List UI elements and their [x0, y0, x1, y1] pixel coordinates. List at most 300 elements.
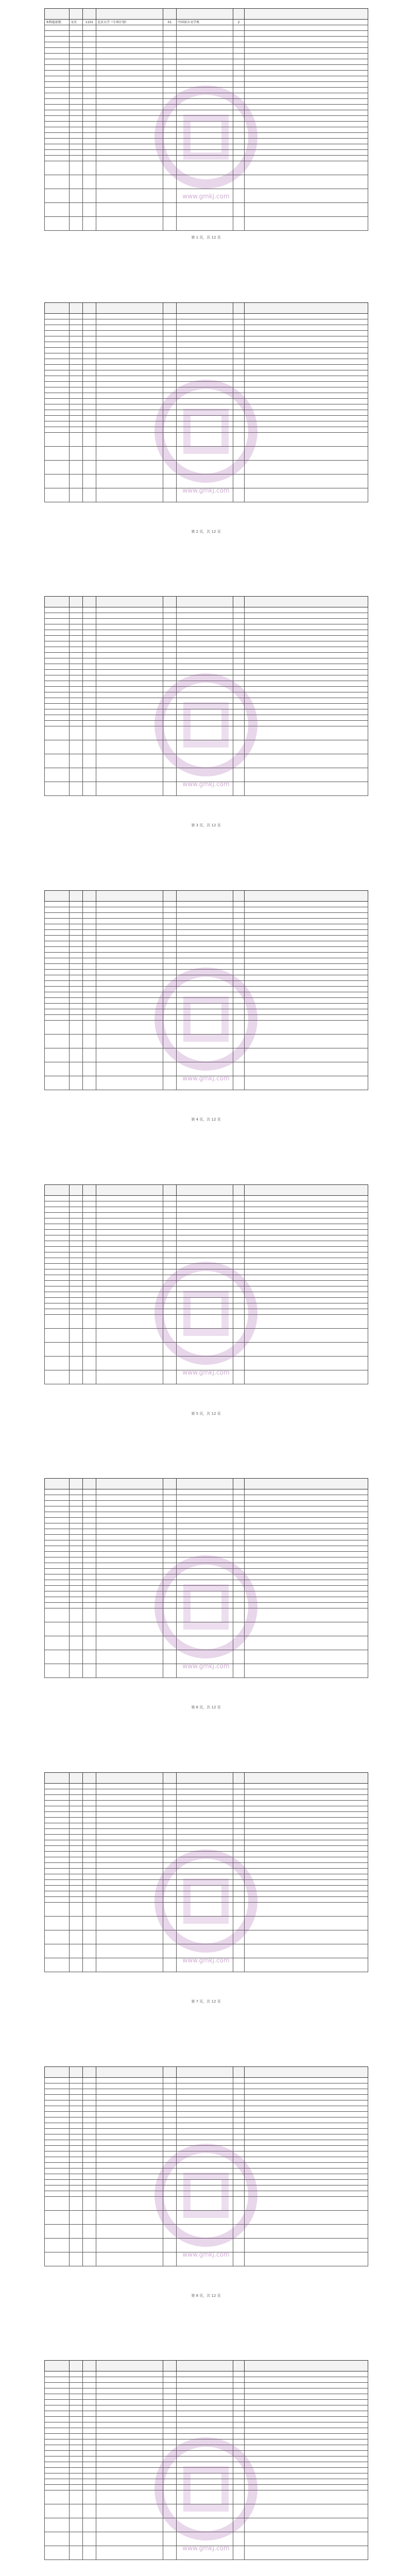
table-cell: [177, 1252, 233, 1258]
table-row: [45, 1903, 368, 1917]
table-row: [45, 936, 368, 941]
watermark-url: www.gmkj.com: [182, 2545, 230, 2552]
table-cell: [83, 2479, 96, 2485]
table-cell: [245, 2422, 368, 2428]
table-cell: [96, 2145, 163, 2151]
table-cell: [177, 613, 233, 619]
table-cell: [233, 319, 245, 325]
table-row: [45, 353, 368, 359]
table-cell: [233, 2100, 245, 2106]
table-cell: [45, 1603, 70, 1608]
table-cell: [45, 958, 70, 964]
table-cell: [163, 133, 177, 139]
table-cell: [245, 2196, 368, 2210]
table-cell: [70, 336, 83, 342]
table-cell: [83, 2106, 96, 2111]
table-cell: [70, 1580, 83, 1586]
table-row: [45, 924, 368, 930]
column-header: [163, 1773, 177, 1784]
table-row: [45, 1829, 368, 1835]
table-cell: [70, 2185, 83, 2191]
table-cell: [233, 1269, 245, 1275]
table-cell: [83, 2400, 96, 2405]
table-cell: [177, 1944, 233, 1958]
column-header: [45, 1773, 70, 1784]
table-cell: [177, 1806, 233, 1812]
table-row: [45, 2445, 368, 2451]
table-cell: [245, 37, 368, 42]
table-cell: [70, 1806, 83, 1812]
table-cell: [177, 1314, 233, 1328]
table-cell: [177, 330, 233, 336]
table-cell: [177, 2106, 233, 2111]
table-cell: [96, 754, 163, 768]
table-cell: [233, 768, 245, 782]
table-cell: [177, 2151, 233, 2157]
table-cell: [70, 2422, 83, 2428]
table-row: [45, 336, 368, 342]
table-cell: [83, 1880, 96, 1886]
table-cell: [177, 692, 233, 698]
table-cell: [245, 2077, 368, 2083]
table-row: [45, 2383, 368, 2388]
table-cell: [163, 1636, 177, 1650]
table-cell: [163, 1886, 177, 1891]
table-cell: [233, 1886, 245, 1891]
table-cell: [233, 636, 245, 641]
table-cell: [177, 2456, 233, 2462]
table-row: [45, 1622, 368, 1636]
table-cell: [177, 1608, 233, 1622]
table-cell: [245, 970, 368, 975]
table-cell: [177, 1009, 233, 1015]
table-cell: [233, 1229, 245, 1235]
table-row: [45, 1246, 368, 1252]
table-cell: [83, 1195, 96, 1201]
table-row: [45, 217, 368, 231]
table-row: [45, 992, 368, 998]
table-cell: [233, 1552, 245, 1557]
table-cell: [245, 1784, 368, 1789]
table-cell: [245, 704, 368, 709]
table-cell: [163, 82, 177, 88]
table-cell: [83, 2468, 96, 2473]
table-cell: [245, 1303, 368, 1309]
table-cell: [177, 2490, 233, 2504]
table-row: [45, 1597, 368, 1603]
table-cell: [233, 740, 245, 754]
table-cell: [96, 1495, 163, 1501]
table-cell: [70, 1650, 83, 1664]
table-cell: [96, 427, 163, 432]
table-cell: [96, 1258, 163, 1263]
table-cell: [45, 342, 70, 347]
table-cell: [245, 2111, 368, 2117]
table-cell: [233, 2162, 245, 2168]
table-cell: [245, 681, 368, 687]
table-cell: [233, 1021, 245, 1035]
table-cell: [45, 347, 70, 353]
table-cell: [70, 1229, 83, 1235]
table-cell: [96, 953, 163, 958]
table-cell: [177, 1269, 233, 1275]
table-cell: [163, 71, 177, 76]
table-cell: [83, 127, 96, 133]
table-row: [45, 2428, 368, 2434]
column-header: [233, 2066, 245, 2077]
table-cell: [96, 1795, 163, 1801]
table-cell: [233, 1806, 245, 1812]
table-row: [45, 1015, 368, 1021]
table-cell: [70, 1636, 83, 1650]
table-cell: [163, 150, 177, 156]
table-cell: [45, 1546, 70, 1552]
table-cell: [96, 1048, 163, 1062]
table-row: [45, 88, 368, 93]
table-cell: [245, 619, 368, 624]
table-row: [45, 2439, 368, 2445]
table-cell: [245, 2490, 368, 2504]
table-cell: [163, 1835, 177, 1840]
table-cell: [177, 992, 233, 998]
table-cell: [233, 1201, 245, 1207]
table-cell: [45, 2485, 70, 2490]
table-cell: [233, 2485, 245, 2490]
table-cell: [83, 641, 96, 647]
table-cell: [45, 2462, 70, 2468]
table-cell: [233, 2377, 245, 2383]
table-cell: [233, 664, 245, 670]
table-cell: [233, 2371, 245, 2377]
table-cell: [96, 987, 163, 992]
table-cell: [70, 1224, 83, 1229]
table-row: [45, 675, 368, 681]
table-cell: [177, 1812, 233, 1818]
table-cell: [233, 1258, 245, 1263]
table-cell: [163, 658, 177, 664]
table-cell: [177, 1235, 233, 1241]
table-cell: [245, 370, 368, 376]
table-cell: [83, 2179, 96, 2185]
table-cell: [233, 992, 245, 998]
table-cell: [177, 2518, 233, 2532]
table-cell: [70, 376, 83, 381]
table-cell: [233, 1495, 245, 1501]
table-cell: [45, 144, 70, 150]
table-cell: [233, 1241, 245, 1246]
table-cell: [245, 325, 368, 330]
table-cell: [163, 913, 177, 919]
table-row: [45, 48, 368, 54]
table-cell: [45, 54, 70, 59]
table-cell: [245, 1309, 368, 1314]
table-cell: [245, 2383, 368, 2388]
column-header: [245, 9, 368, 20]
table-cell: [45, 1818, 70, 1823]
table-cell: [70, 364, 83, 370]
table-cell: [163, 1269, 177, 1275]
table-cell: [45, 1930, 70, 1944]
table-cell: [70, 2134, 83, 2140]
table-row: [45, 116, 368, 122]
table-cell: [233, 2111, 245, 2117]
table-cell: [96, 681, 163, 687]
table-cell: [177, 1569, 233, 1574]
table-cell: [177, 2185, 233, 2191]
table-cell: [83, 116, 96, 122]
table-cell: [96, 1489, 163, 1495]
table-cell: [83, 1252, 96, 1258]
table-cell: [245, 641, 368, 647]
table-cell: [70, 460, 83, 474]
table-row: [45, 1863, 368, 1869]
table-cell: [70, 2479, 83, 2485]
table-cell: [245, 1801, 368, 1806]
table-cell: [177, 2473, 233, 2479]
table-cell: [233, 726, 245, 740]
table-cell: [233, 1903, 245, 1917]
table-cell: [245, 76, 368, 82]
table-row: [45, 2473, 368, 2479]
table-cell: [177, 607, 233, 613]
table-row: [45, 1546, 368, 1552]
table-cell: [45, 607, 70, 613]
table-cell: [96, 1846, 163, 1852]
table-cell: [70, 1880, 83, 1886]
table-cell: [70, 1535, 83, 1540]
column-header: [96, 9, 163, 20]
table-cell: [245, 432, 368, 446]
table-cell: [70, 2140, 83, 2145]
table-cell: [70, 1886, 83, 1891]
table-cell: [245, 1580, 368, 1586]
table-row: [45, 37, 368, 42]
table-cell: [163, 1501, 177, 1506]
table-cell: [177, 2428, 233, 2434]
column-header: [45, 2066, 70, 2077]
table-cell: [233, 1292, 245, 1297]
table-cell: [70, 1784, 83, 1789]
table-cell: [245, 2434, 368, 2439]
table-cell: [96, 913, 163, 919]
table-cell: [177, 1246, 233, 1252]
table-cell: [70, 1563, 83, 1569]
table-cell: [83, 65, 96, 71]
table-cell: [163, 99, 177, 105]
table-cell: [70, 2462, 83, 2468]
table-cell: [163, 2168, 177, 2174]
table-cell: [245, 2185, 368, 2191]
table-cell: [96, 139, 163, 144]
column-header: [70, 2361, 83, 2371]
table-cell: [163, 2504, 177, 2518]
table-cell: [70, 1574, 83, 1580]
table-cell: [96, 698, 163, 704]
table-cell: [83, 2134, 96, 2140]
table-row: [45, 1229, 368, 1235]
table-cell: [163, 1944, 177, 1958]
table-cell: [177, 99, 233, 105]
table-cell: [83, 624, 96, 630]
table-cell: [245, 1552, 368, 1557]
table-cell: [163, 1812, 177, 1818]
table-cell: [163, 704, 177, 709]
column-header: [45, 891, 70, 902]
table-cell: [70, 902, 83, 907]
table-cell: [177, 133, 233, 139]
table-cell: [177, 139, 233, 144]
table-cell: [83, 692, 96, 698]
table-cell: [163, 681, 177, 687]
table-cell: [245, 1886, 368, 1891]
table-cell: [163, 2185, 177, 2191]
document-page: [44, 1184, 368, 1384]
table-row: [45, 1818, 368, 1823]
table-cell: [83, 393, 96, 398]
table-cell: [177, 1201, 233, 1207]
table-cell: [163, 1586, 177, 1591]
table-cell: [233, 1840, 245, 1846]
table-row: [45, 1574, 368, 1580]
table-cell: [245, 1529, 368, 1535]
table-cell: [45, 647, 70, 653]
table-cell: [96, 1529, 163, 1535]
table-cell: [70, 2123, 83, 2128]
table-row: [45, 1823, 368, 1829]
table-row: [45, 1495, 368, 1501]
table-cell: [163, 2456, 177, 2462]
table-row: [45, 2434, 368, 2439]
table-cell: [245, 1015, 368, 1021]
table-cell: [96, 2504, 163, 2518]
table-cell: [70, 1846, 83, 1852]
table-cell: [96, 175, 163, 189]
table-cell: [45, 2422, 70, 2428]
table-cell: [45, 1529, 70, 1535]
table-cell: [70, 664, 83, 670]
table-row: [45, 59, 368, 65]
table-cell: [96, 930, 163, 936]
table-cell: [177, 2411, 233, 2417]
table-cell: [245, 930, 368, 936]
table-cell: [70, 930, 83, 936]
table-cell: [45, 1258, 70, 1263]
table-cell: [177, 1275, 233, 1280]
table-cell: [70, 42, 83, 48]
table-cell: [96, 1280, 163, 1286]
table-cell: [70, 105, 83, 110]
table-cell: [45, 2077, 70, 2083]
column-header: [163, 9, 177, 20]
table-cell: [45, 1801, 70, 1806]
table-cell: [70, 2388, 83, 2394]
table-cell: [96, 1309, 163, 1314]
table-cell: [70, 1552, 83, 1557]
table-cell: [83, 1009, 96, 1015]
table-cell: [83, 687, 96, 692]
table-cell: [177, 913, 233, 919]
table-cell: [245, 1535, 368, 1540]
table-cell: [163, 1258, 177, 1263]
table-cell: [177, 709, 233, 715]
table-cell: [245, 2224, 368, 2238]
table-cell: [163, 313, 177, 319]
table-cell: [83, 1823, 96, 1829]
table-cell: [70, 715, 83, 721]
table-cell: [96, 1880, 163, 1886]
table-cell: [245, 144, 368, 150]
table-cell: [96, 2371, 163, 2377]
table-cell: [45, 353, 70, 359]
table-cell: [83, 387, 96, 393]
table-cell: [83, 1269, 96, 1275]
table-cell: [163, 1529, 177, 1535]
table-cell: [45, 1062, 70, 1076]
table-cell: [96, 647, 163, 653]
table-cell: [163, 636, 177, 641]
column-header: [70, 1184, 83, 1195]
table-cell: [45, 2151, 70, 2157]
table-cell: [96, 1212, 163, 1218]
table-cell: [70, 2439, 83, 2445]
table-cell: [163, 2128, 177, 2134]
table-cell: [83, 1886, 96, 1891]
table-cell: [245, 964, 368, 970]
table-cell: [70, 1557, 83, 1563]
table-cell: [163, 139, 177, 144]
table-cell: [96, 2106, 163, 2111]
table-cell: [245, 342, 368, 347]
table-cell: [45, 71, 70, 76]
table-cell: [245, 2210, 368, 2224]
table-cell: [163, 1557, 177, 1563]
table-cell: [245, 2504, 368, 2518]
table-cell: [163, 1563, 177, 1569]
table-cell: [45, 721, 70, 726]
table-cell: [83, 1062, 96, 1076]
table-cell: [45, 313, 70, 319]
table-cell: [177, 1903, 233, 1917]
table-cell: [177, 1535, 233, 1540]
table-cell: [45, 1608, 70, 1622]
table-cell: [96, 415, 163, 421]
table-cell: [70, 1314, 83, 1328]
table-cell: [163, 1035, 177, 1048]
table-cell: [163, 1840, 177, 1846]
table-row: [45, 740, 368, 754]
table-cell: [177, 630, 233, 636]
table-cell: [163, 1286, 177, 1292]
table-cell: [45, 740, 70, 754]
table-cell: [70, 1840, 83, 1846]
table-cell: [70, 59, 83, 65]
table-cell: [45, 133, 70, 139]
table-cell: [233, 2518, 245, 2532]
table-cell: [245, 2140, 368, 2145]
table-cell: [163, 754, 177, 768]
table-cell: [70, 161, 83, 175]
table-cell: [245, 653, 368, 658]
table-cell: [96, 970, 163, 975]
table-cell: [83, 1035, 96, 1048]
table-cell: [245, 381, 368, 387]
table-cell: [83, 2185, 96, 2191]
table-cell: [96, 359, 163, 364]
table-cell: [163, 404, 177, 410]
table-cell: [245, 364, 368, 370]
table-cell: [45, 953, 70, 958]
table-cell: [163, 325, 177, 330]
